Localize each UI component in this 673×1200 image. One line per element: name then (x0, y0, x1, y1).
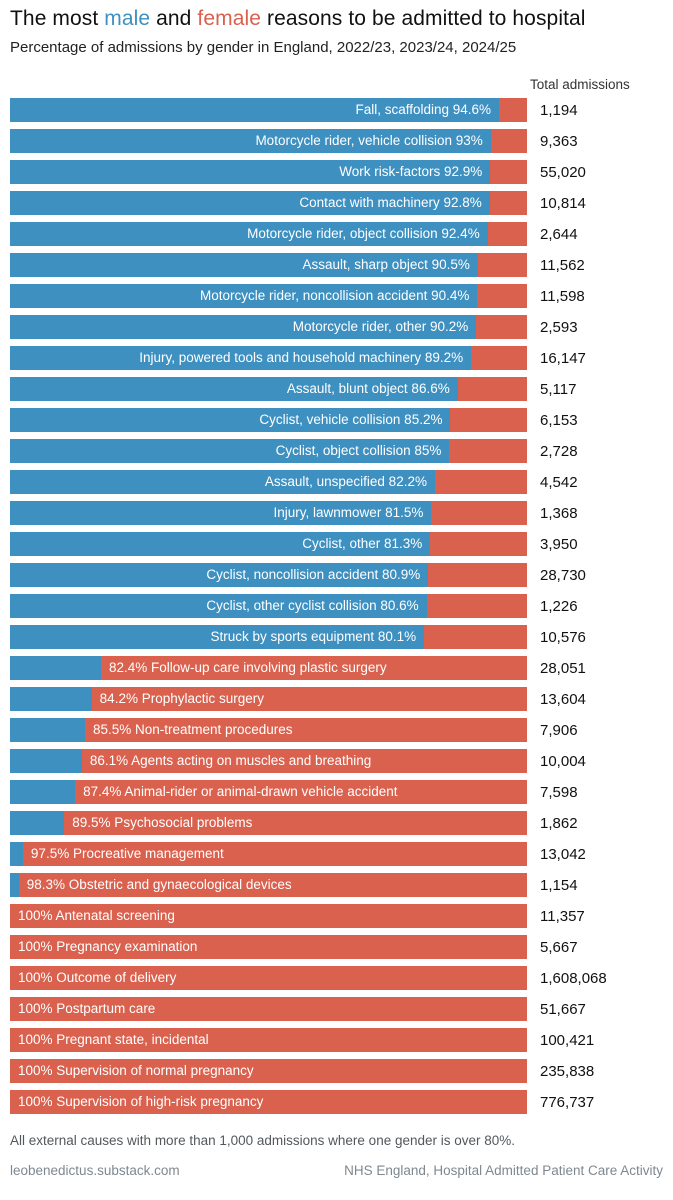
total-admissions-value: 2,593 (540, 318, 578, 336)
bar-row (10, 1059, 663, 1083)
total-admissions-value: 2,728 (540, 442, 578, 460)
male-segment (10, 253, 478, 277)
bar-row (10, 222, 663, 246)
male-segment (10, 842, 23, 866)
female-segment (450, 408, 527, 432)
bar-label: 100% Postpartum care (18, 1001, 156, 1017)
title-male-word: male (104, 7, 151, 30)
bar-label: Work risk-factors 92.9% (339, 164, 483, 180)
bar-row (10, 470, 663, 494)
female-segment (435, 470, 527, 494)
bar-label: 86.1% Agents acting on muscles and breathing (89, 753, 372, 769)
bar-label: 87.4% Animal-rider or animal-drawn vehicle accident (83, 784, 398, 800)
female-segment (490, 191, 527, 215)
bar-label: Assault, blunt object 86.6% (286, 381, 450, 397)
stacked-bar (10, 315, 527, 339)
female-segment (491, 129, 527, 153)
female-segment (19, 873, 527, 897)
total-admissions-value: 6,153 (540, 411, 578, 429)
stacked-bar (10, 656, 527, 680)
total-admissions-value: 28,730 (540, 566, 586, 584)
male-segment (10, 222, 488, 246)
bar-label: Struck by sports equipment 80.1% (210, 629, 417, 645)
column-header-row (10, 77, 663, 92)
female-segment (64, 811, 527, 835)
male-segment (10, 656, 101, 680)
total-admissions-value: 1,154 (540, 876, 578, 894)
total-admissions-value: 100,421 (540, 1031, 595, 1049)
male-segment (10, 780, 75, 804)
bar-row (10, 284, 663, 308)
female-segment (478, 253, 527, 277)
male-segment (10, 873, 19, 897)
female-segment (10, 1028, 527, 1052)
male-segment (10, 98, 499, 122)
bar-label: 82.4% Follow-up care involving plastic surgery (108, 660, 387, 676)
stacked-bar (10, 253, 527, 277)
total-admissions-value: 55,020 (540, 163, 586, 181)
male-segment (10, 811, 64, 835)
bar-label: 100% Antenatal screening (18, 908, 175, 924)
subtitle: Percentage of admissions by gender in England, 2022/23, 2023/24, 2024/25 (10, 39, 517, 57)
stacked-bar (10, 594, 527, 618)
stacked-bar (10, 129, 527, 153)
bar-label: Assault, unspecified 82.2% (264, 474, 427, 490)
female-segment (10, 1059, 527, 1083)
stacked-bar (10, 563, 527, 587)
bar-row (10, 1090, 663, 1114)
bar-label: 100% Outcome of delivery (18, 970, 177, 986)
bar-row (10, 1028, 663, 1052)
bar-row (10, 532, 663, 556)
bar-row (10, 718, 663, 742)
total-admissions-value: 1,862 (540, 814, 578, 832)
total-admissions-value: 7,598 (540, 783, 578, 801)
total-admissions-value: 10,814 (540, 194, 586, 212)
female-segment (23, 842, 527, 866)
female-segment (499, 98, 527, 122)
male-segment (10, 749, 82, 773)
bar-label: 84.2% Prophylactic surgery (99, 691, 264, 707)
footer-source-right: NHS England, Hospital Admitted Patient Care Activity (344, 1163, 663, 1179)
stacked-bar (10, 842, 527, 866)
total-admissions-value: 16,147 (540, 349, 586, 367)
bar-row (10, 966, 663, 990)
total-admissions-value: 9,363 (540, 132, 578, 150)
bar-label: 100% Supervision of high-risk pregnancy (18, 1094, 264, 1110)
bar-row (10, 780, 663, 804)
bar-label: 100% Pregnant state, incidental (18, 1032, 209, 1048)
stacked-bar (10, 997, 527, 1021)
male-segment (10, 315, 476, 339)
total-admissions-value: 235,838 (540, 1062, 595, 1080)
total-admissions-value: 7,906 (540, 721, 578, 739)
stacked-bar (10, 439, 527, 463)
stacked-bar (10, 532, 527, 556)
total-admissions-value: 13,604 (540, 690, 586, 708)
total-admissions-value: 1,368 (540, 504, 578, 522)
bar-row (10, 346, 663, 370)
male-segment (10, 625, 424, 649)
stacked-bar (10, 749, 527, 773)
female-segment (10, 997, 527, 1021)
bar-label: 100% Supervision of normal pregnancy (18, 1063, 254, 1079)
bar-label: Motorcycle rider, vehicle collision 93% (255, 133, 483, 149)
male-segment (10, 160, 490, 184)
bar-row (10, 408, 663, 432)
female-segment (82, 749, 527, 773)
bar-label: Motorcycle rider, other 90.2% (292, 319, 469, 335)
bar-row (10, 501, 663, 525)
stacked-bar (10, 284, 527, 308)
total-admissions-value: 10,004 (540, 752, 586, 770)
bar-row (10, 997, 663, 1021)
female-segment (430, 532, 527, 556)
female-segment (488, 222, 527, 246)
bar-row (10, 842, 663, 866)
bar-label: Cyclist, other cyclist collision 80.6% (206, 598, 419, 614)
total-admissions-value: 11,357 (540, 907, 585, 925)
female-segment (471, 346, 527, 370)
footer (10, 1163, 663, 1178)
bar-label: Motorcycle rider, noncollision accident 90.4% (199, 288, 470, 304)
bar-row (10, 904, 663, 928)
stacked-bar (10, 408, 527, 432)
bar-label: 97.5% Procreative management (30, 846, 224, 862)
bar-row (10, 439, 663, 463)
stacked-bar (10, 346, 527, 370)
female-segment (490, 160, 527, 184)
female-segment (10, 935, 527, 959)
bar-row (10, 935, 663, 959)
bar-row (10, 377, 663, 401)
footer-source-left: leobenedictus.substack.com (10, 1163, 180, 1179)
male-segment (10, 563, 428, 587)
male-segment (10, 129, 491, 153)
female-segment (10, 966, 527, 990)
bar-label: Fall, scaffolding 94.6% (355, 102, 492, 118)
male-segment (10, 470, 435, 494)
male-segment (10, 594, 427, 618)
female-segment (427, 594, 527, 618)
page-title (10, 6, 663, 32)
male-segment (10, 284, 477, 308)
total-admissions-value: 4,542 (540, 473, 578, 491)
bar-row (10, 253, 663, 277)
total-admissions-value: 1,226 (540, 597, 578, 615)
bar-row (10, 315, 663, 339)
stacked-bar (10, 377, 527, 401)
total-admissions-header: Total admissions (530, 77, 630, 93)
bar-label: Cyclist, object collision 85% (275, 443, 442, 459)
stacked-bar (10, 1090, 527, 1114)
stacked-bar (10, 160, 527, 184)
stacked-bar (10, 470, 527, 494)
bar-label: 100% Pregnancy examination (18, 939, 198, 955)
bar-row (10, 811, 663, 835)
stacked-bar (10, 98, 527, 122)
female-segment (92, 687, 527, 711)
total-admissions-value: 3,950 (540, 535, 578, 553)
total-admissions-value: 5,667 (540, 938, 578, 956)
male-segment (10, 718, 85, 742)
total-admissions-value: 28,051 (540, 659, 586, 677)
stacked-bar (10, 191, 527, 215)
bar-row (10, 563, 663, 587)
total-admissions-value: 11,598 (540, 287, 585, 305)
bar-label: Contact with machinery 92.8% (299, 195, 482, 211)
total-admissions-value: 1,608,068 (540, 969, 607, 987)
total-admissions-value: 51,667 (540, 1000, 586, 1018)
bar-label: Cyclist, vehicle collision 85.2% (259, 412, 443, 428)
stacked-bar (10, 625, 527, 649)
female-segment (101, 656, 527, 680)
male-segment (10, 501, 431, 525)
footnote: All external causes with more than 1,000 admissions where one gender is over 80%. (10, 1133, 516, 1149)
stacked-bar (10, 873, 527, 897)
total-admissions-value: 11,562 (540, 256, 585, 274)
bar-label: 98.3% Obstetric and gynaecological devices (26, 877, 292, 893)
stacked-bar (10, 687, 527, 711)
male-segment (10, 377, 458, 401)
female-segment (424, 625, 527, 649)
title-prefix: The most (10, 7, 105, 30)
bar-row (10, 687, 663, 711)
bar-row (10, 656, 663, 680)
bar-label: Cyclist, noncollision accident 80.9% (206, 567, 421, 583)
female-segment (449, 439, 527, 463)
female-segment (458, 377, 527, 401)
total-admissions-value: 10,576 (540, 628, 586, 646)
bar-label: Injury, powered tools and household machinery 89.2% (139, 350, 464, 366)
bar-row (10, 191, 663, 215)
male-segment (10, 532, 430, 556)
bar-row (10, 873, 663, 897)
male-segment (10, 687, 92, 711)
female-segment (75, 780, 527, 804)
title-mid: and (150, 7, 198, 30)
female-segment (431, 501, 527, 525)
female-segment (85, 718, 527, 742)
total-admissions-value: 1,194 (540, 101, 578, 119)
bar-row (10, 98, 663, 122)
bar-chart (10, 98, 663, 1114)
bar-label: 89.5% Psychosocial problems (72, 815, 253, 831)
bar-label: 85.5% Non-treatment procedures (92, 722, 293, 738)
stacked-bar (10, 811, 527, 835)
title-suffix: reasons to be admitted to hospital (261, 7, 586, 30)
stacked-bar (10, 1028, 527, 1052)
bar-row (10, 129, 663, 153)
bar-row (10, 160, 663, 184)
female-segment (477, 284, 527, 308)
male-segment (10, 346, 471, 370)
bar-label: Motorcycle rider, object collision 92.4% (247, 226, 480, 242)
bar-label: Assault, sharp object 90.5% (302, 257, 470, 273)
bar-row (10, 594, 663, 618)
male-segment (10, 439, 449, 463)
stacked-bar (10, 718, 527, 742)
bar-row (10, 749, 663, 773)
bar-label: Cyclist, other 81.3% (302, 536, 423, 552)
total-admissions-value: 5,117 (540, 380, 577, 398)
stacked-bar (10, 935, 527, 959)
bar-label: Injury, lawnmower 81.5% (273, 505, 424, 521)
stacked-bar (10, 222, 527, 246)
male-segment (10, 191, 490, 215)
female-segment (428, 563, 527, 587)
stacked-bar (10, 966, 527, 990)
male-segment (10, 408, 450, 432)
stacked-bar (10, 501, 527, 525)
stacked-bar (10, 780, 527, 804)
bar-row (10, 625, 663, 649)
title-female-word: female (197, 7, 262, 30)
stacked-bar (10, 904, 527, 928)
female-segment (10, 1090, 527, 1114)
female-segment (10, 904, 527, 928)
total-admissions-value: 776,737 (540, 1093, 595, 1111)
total-admissions-value: 2,644 (540, 225, 578, 243)
total-admissions-value: 13,042 (540, 845, 586, 863)
stacked-bar (10, 1059, 527, 1083)
female-segment (476, 315, 527, 339)
